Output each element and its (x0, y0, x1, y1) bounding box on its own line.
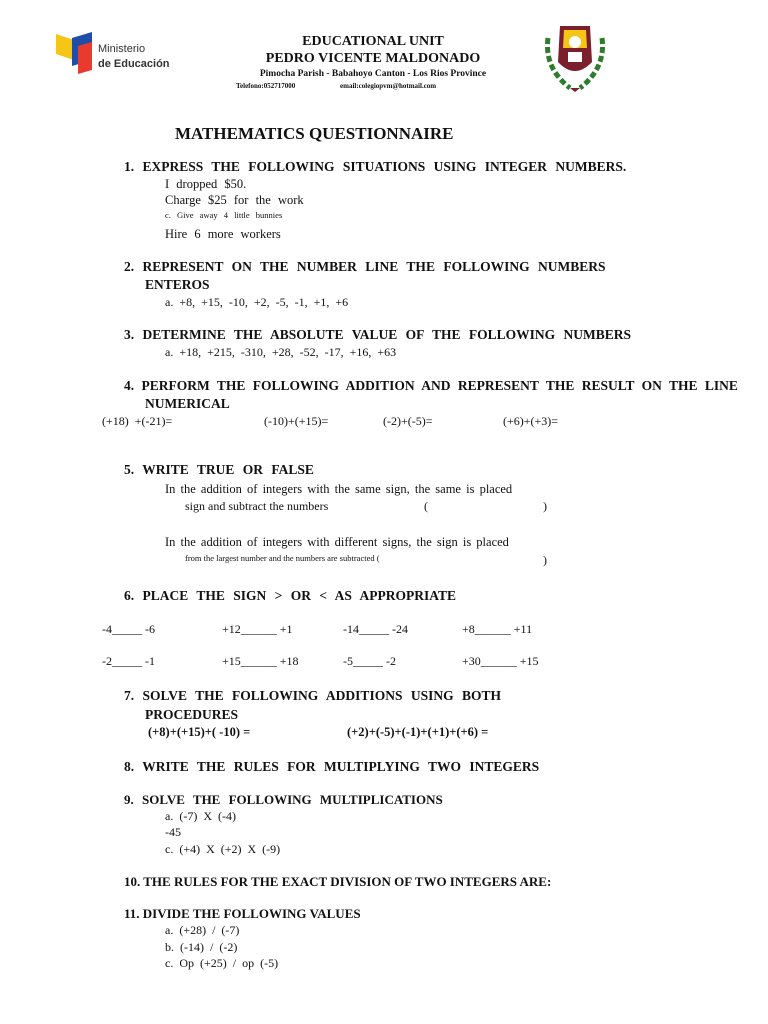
question-9-item-a: a. (-7) X (-4) (165, 809, 236, 823)
question-7-item-2: (+2)+(-5)+(-1)+(+1)+(+6) = (347, 725, 489, 739)
question-3-title: 3. DETERMINE THE ABSOLUTE VALUE OF THE FOLLOWING NUMBERS (124, 327, 631, 342)
question-5-statement-1-cont: sign and subtract the numbers (185, 499, 329, 513)
sign-compare-6: +15______ +18 (222, 654, 299, 668)
question-4-item-3: (-2)+(-5)= (383, 414, 433, 428)
question-4-title: 4. PERFORM THE FOLLOWING ADDITION AND REPRESENT THE RESULT ON THE LINE (124, 378, 738, 393)
question-8-title: 8. WRITE THE RULES FOR MULTIPLYING TWO INTEGERS (124, 759, 540, 774)
question-6-title: 6. PLACE THE SIGN > OR < AS APPROPRIATE (124, 588, 457, 603)
question-9-item-b: -45 (165, 825, 181, 839)
question-7-title-cont: PROCEDURES (145, 707, 239, 722)
question-11-item-c: c. Op (+25) / op (-5) (165, 956, 279, 970)
header-phone: Telefono:052717000 (236, 82, 296, 90)
question-5-title: 5. WRITE TRUE OR FALSE (124, 462, 314, 477)
question-11-item-a: a. (+28) / (-7) (165, 923, 240, 937)
question-1-item-1: I dropped $50. (165, 177, 247, 191)
page-title: MATHEMATICS QUESTIONNAIRE (175, 124, 454, 143)
question-5-statement-2-cont: from the largest number and the numbers are subtracted ( (185, 553, 380, 563)
question-1-title: 1. EXPRESS THE FOLLOWING SITUATIONS USING INTEGER NUMBERS. (124, 159, 627, 174)
question-2-title: 2. REPRESENT ON THE NUMBER LINE THE FOLLOWING NUMBERS (124, 259, 606, 274)
question-1-item-2: Charge $25 for the work (165, 193, 304, 207)
question-7-title: 7. SOLVE THE FOLLOWING ADDITIONS USING BOTH (124, 688, 501, 703)
question-3-item: a. +18, +215, -310, +28, -52, -17, +16, +63 (165, 345, 397, 359)
question-9-item-c: c. (+4) X (+2) X (-9) (165, 842, 281, 856)
sign-compare-3: -14_____ -24 (343, 622, 408, 636)
sign-compare-4: +8______ +11 (462, 622, 533, 636)
sign-compare-5: -2_____ -1 (102, 654, 155, 668)
question-7-item-1: (+8)+(+15)+( -10) = (148, 725, 251, 739)
question-5-statement-1: In the addition of integers with the same sign, the same is placed (165, 482, 513, 496)
question-4-item-2: (-10)+(+15)= (264, 414, 329, 428)
question-1-item-4: Hire 6 more workers (165, 227, 281, 241)
header-email: email:colegiopvm@hotmail.com (340, 82, 437, 90)
question-11-title: 11. DIVIDE THE FOLLOWING VALUES (124, 906, 361, 921)
header-location: Pimocha Parish - Babahoyo Canton - Los Rios Province (259, 69, 487, 79)
question-9-title: 9. SOLVE THE FOLLOWING MULTIPLICATIONS (124, 792, 443, 807)
header-school-type: EDUCATIONAL UNIT (302, 34, 444, 49)
answer-paren-open-1: ( (424, 499, 428, 513)
question-2-title-cont: ENTEROS (145, 277, 210, 292)
answer-paren-close-2: ) (543, 553, 547, 567)
question-10-title: 10. THE RULES FOR THE EXACT DIVISION OF TWO INTEGERS ARE: (124, 874, 552, 889)
sign-compare-7: -5_____ -2 (343, 654, 396, 668)
ministry-name-line2: de Educación (98, 58, 170, 70)
question-2-item: a. +8, +15, -10, +2, -5, -1, +1, +6 (165, 295, 349, 309)
sign-compare-8: +30______ +15 (462, 654, 539, 668)
question-4-item-4: (+6)+(+3)= (503, 414, 559, 428)
sign-compare-2: +12______ +1 (222, 622, 293, 636)
sign-compare-1: -4_____ -6 (102, 622, 155, 636)
question-11-item-b: b. (-14) / (-2) (165, 940, 238, 954)
question-4-item-1: (+18) +(-21)= (102, 414, 173, 428)
question-4-title-cont: NUMERICAL (145, 396, 230, 411)
answer-paren-close-1: ) (543, 499, 547, 513)
ministry-name-line1: Ministerio (98, 43, 146, 55)
header-school-name: PEDRO VICENTE MALDONADO (265, 51, 481, 66)
question-5-statement-2: In the addition of integers with different signs, the sign is placed (165, 535, 509, 549)
question-1-item-3: c. Give away 4 little bunnies (165, 210, 283, 220)
